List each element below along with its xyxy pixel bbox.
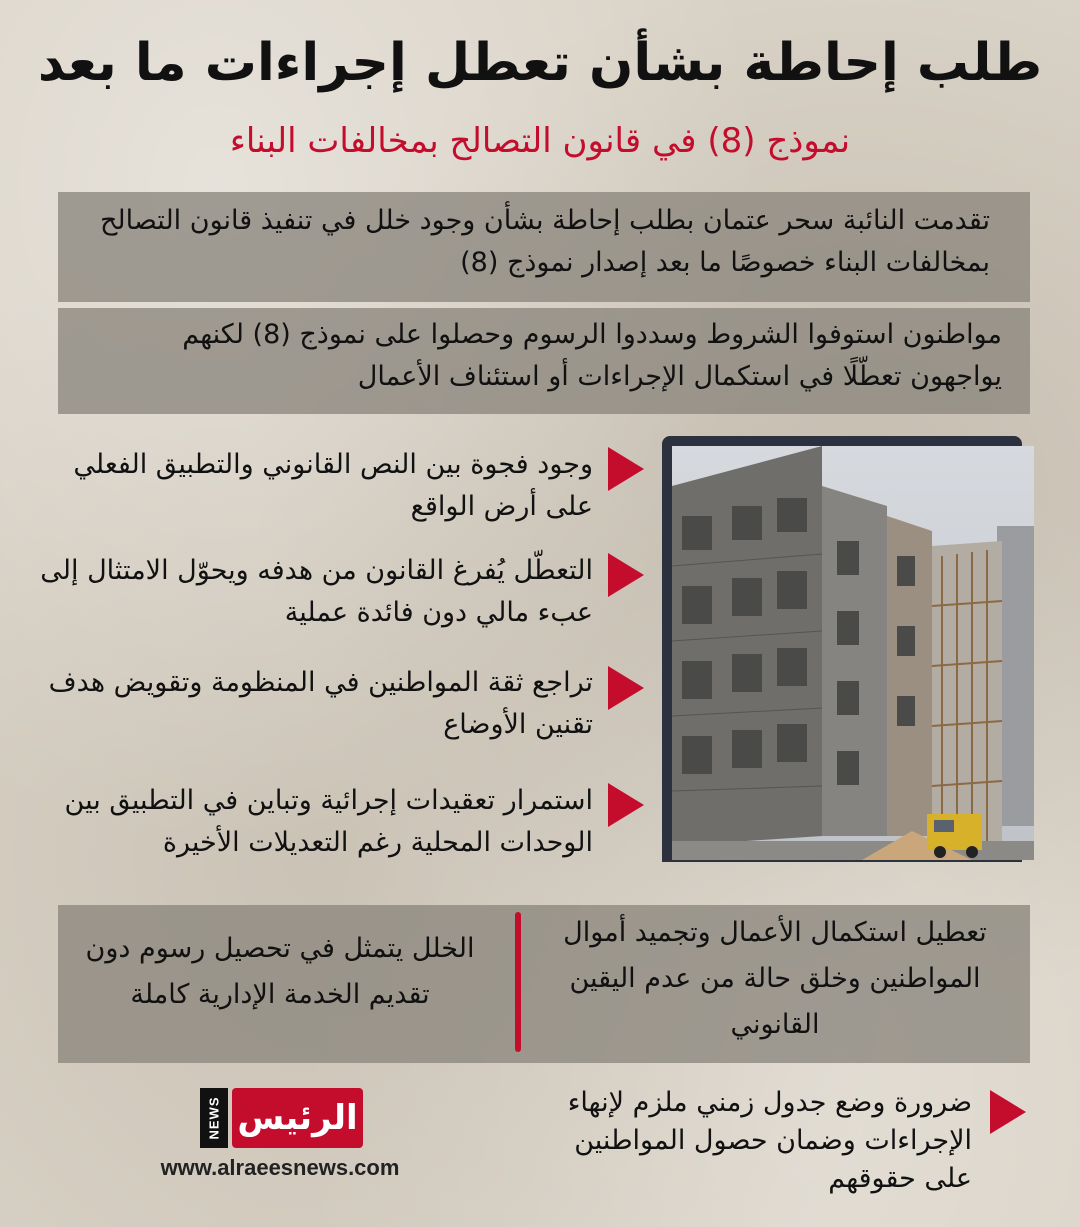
building-photo: [672, 446, 1034, 860]
bullet-arrow-icon: [608, 666, 644, 710]
bullet-arrow-icon: [608, 447, 644, 491]
page-subtitle: نموذج (8) في قانون التصالح بمخالفات البناء: [229, 121, 851, 161]
bullet-4-text: استمرار تعقيدات إجرائية وتباين في التطبيق بين الوحدات المحلية رغم التعديلات الأخيرة: [64, 785, 593, 858]
summary-divider: [515, 912, 521, 1052]
bullet-arrow-icon: [990, 1090, 1026, 1134]
alraees-logo: [200, 1088, 365, 1148]
intro-text-1: تقدمت النائبة سحر عتمان بطلب إحاطة بشأن وجود خلل في تنفيذ قانون التصالح بمخالفات البناء خصوصًا ما بعد إصدار نموذج (8): [100, 205, 990, 278]
final-bullet-text: ضرورة وضع جدول زمني ملزم لإنهاء الإجراءات وضمان حصول المواطنين على حقوقهم: [567, 1087, 972, 1194]
intro-box-2: [58, 308, 1030, 414]
bullet-arrow-icon: [608, 553, 644, 597]
bullet-2-text: التعطّل يُفرغ القانون من هدفه ويحوّل الامتثال إلى عبء مالي دون فائدة عملية: [40, 555, 593, 628]
logo-news-tag: NEWS: [200, 1088, 228, 1148]
summary-right-text: تعطيل استكمال الأعمال وتجميد أموال المواطنين وخلق حالة من عدم اليقين القانوني: [563, 917, 987, 1040]
bullet-3-text: تراجع ثقة المواطنين في المنظومة وتقويض هدف تقنين الأوضاع: [48, 667, 593, 740]
intro-box-1: [58, 192, 1030, 302]
page-title: طلب إحاطة بشأن تعطل إجراءات ما بعد: [37, 33, 1043, 93]
intro-text-2: مواطنون استوفوا الشروط وسددوا الرسوم وحصلوا على نموذج (8) لكنهم يواجهون تعطّلًا في استكمال الإجراءات أو استئناف الأعمال: [182, 319, 1002, 392]
website-url: www.alraeesnews.com: [160, 1155, 400, 1180]
logo-wordmark: الرئيس: [232, 1088, 363, 1148]
bullet-1-text: وجود فجوة بين النص القانوني والتطبيق الفعلي على أرض الواقع: [73, 449, 593, 522]
summary-left-text: الخلل يتمثل في تحصيل رسوم دون تقديم الخدمة الإدارية كاملة: [85, 933, 475, 1010]
bullet-arrow-icon: [608, 783, 644, 827]
